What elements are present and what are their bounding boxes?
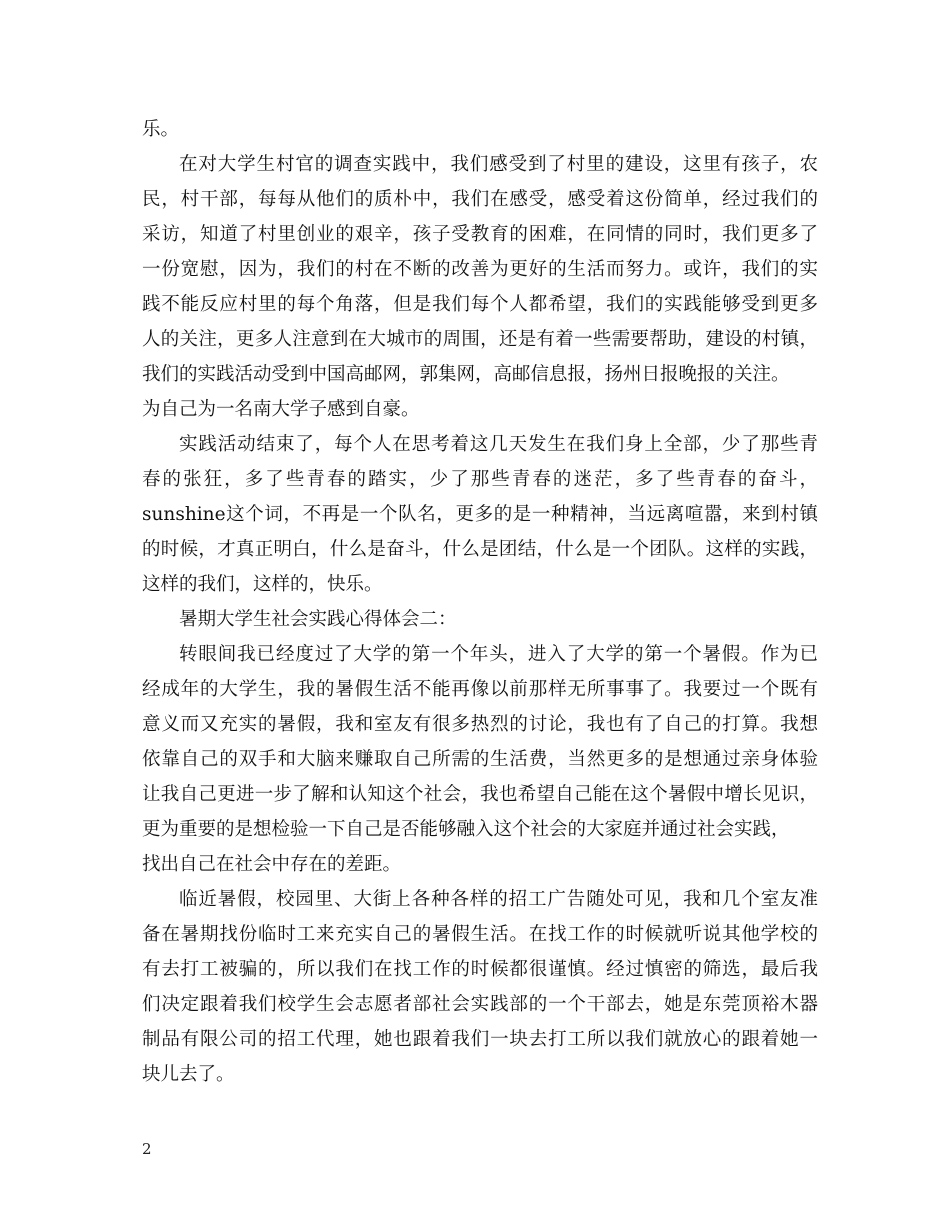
text-line: 备在暑期找份临时工来充实自己的暑假生活。在找工作的时候就听说其他学校的 bbox=[142, 924, 818, 945]
text-line: 块儿去了。 bbox=[142, 1064, 235, 1085]
text-line: 践不能反应村里的每个角落，但是我们每个人都希望，我们的实践能够受到更多 bbox=[142, 294, 818, 315]
text-line: 意义而又充实的暑假，我和室友有很多热烈的讨论，我也有了自己的打算。我想 bbox=[142, 714, 818, 735]
text-line: 的时候，才真正明白，什么是奋斗，什么是团结，什么是一个团队。这样的实践， bbox=[142, 539, 818, 560]
text-line: 经成年的大学生，我的暑假生活不能再像以前那样无所事事了。我要过一个既有 bbox=[142, 679, 818, 700]
section-heading: 暑期大学生社会实践心得体会二： bbox=[179, 609, 457, 630]
text-line: 乐。 bbox=[142, 119, 180, 140]
text-line: 采访，知道了村里创业的艰辛，孩子受教育的困难，在同情的同时，我们更多了 bbox=[142, 224, 818, 245]
text-line: 让我自己更进一步了解和认知这个社会，我也希望自己能在这个暑假中增长见识， bbox=[142, 784, 818, 805]
text-line: 人的关注，更多人注意到在大城市的周围，还是有着一些需要帮助，建设的村镇， bbox=[142, 329, 818, 350]
text-line: 春的张狂，多了些青春的踏实，少了那些青春的迷茫，多了些青春的奋斗， bbox=[142, 469, 818, 490]
text-line: 有去打工被骗的，所以我们在找工作的时候都很谨慎。经过慎密的筛选，最后我 bbox=[142, 959, 818, 980]
text-line: 这样的我们，这样的，快乐。 bbox=[142, 574, 383, 595]
text-line: 民，村干部，每每从他们的质朴中，我们在感受，感受着这份简单，经过我们的 bbox=[142, 189, 818, 210]
text-line: 我们的实践活动受到中国高邮网，郭集网，高邮信息报，扬州日报晚报的关注。 bbox=[142, 364, 790, 385]
text-line: sunshine这个词，不再是一个队名，更多的是一种精神，当远离喧嚣，来到村镇 bbox=[142, 504, 818, 525]
text-line: 为自己为一名南大学子感到自豪。 bbox=[142, 399, 420, 420]
text-line: 更为重要的是想检验一下自己是否能够融入这个社会的大家庭并通过社会实践， bbox=[142, 819, 790, 840]
text-line: 依靠自己的双手和大脑来赚取自己所需的生活费，当然更多的是想通过亲身体验 bbox=[142, 749, 818, 770]
document-body bbox=[142, 112, 818, 1092]
paragraph-first-line: 在对大学生村官的调查实践中，我们感受到了村里的建设，这里有孩子，农 bbox=[179, 154, 818, 175]
text-line: 找出自己在社会中存在的差距。 bbox=[142, 854, 402, 875]
text-line: 制品有限公司的招工代理，她也跟着我们一块去打工所以我们就放心的跟着她一 bbox=[142, 1029, 818, 1050]
text-line: 一份宽慰，因为，我们的村在不断的改善为更好的生活而努力。或许，我们的实 bbox=[142, 259, 818, 280]
text-line: 们决定跟着我们校学生会志愿者部社会实践部的一个干部去，她是东莞顶裕木器 bbox=[142, 994, 818, 1015]
paragraph-first-line: 实践活动结束了，每个人在思考着这几天发生在我们身上全部，少了那些青 bbox=[179, 434, 818, 455]
paragraph-first-line: 临近暑假，校园里、大街上各种各样的招工广告随处可见，我和几个室友准 bbox=[179, 889, 818, 910]
page-number: 2 bbox=[142, 1140, 152, 1158]
paragraph-first-line: 转眼间我已经度过了大学的第一个年头，进入了大学的第一个暑假。作为已 bbox=[179, 644, 818, 665]
